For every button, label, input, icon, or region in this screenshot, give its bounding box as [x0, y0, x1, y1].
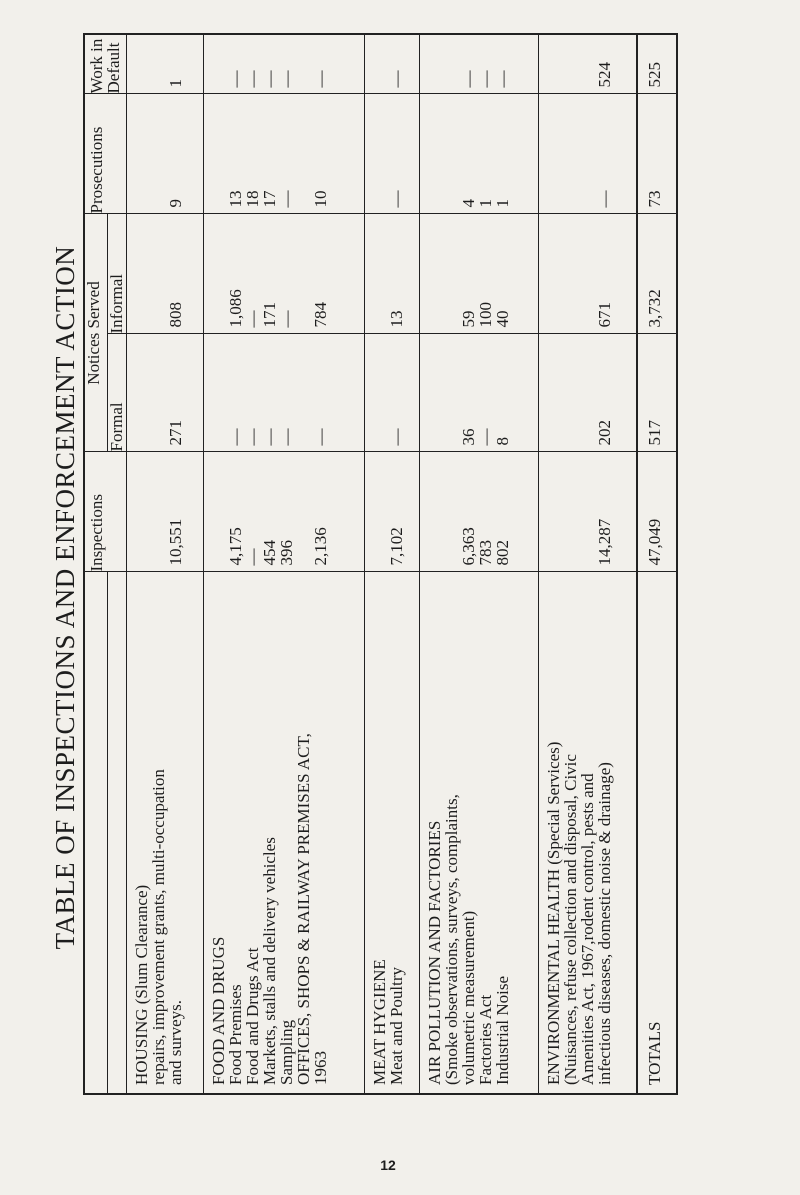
informal-notices-value: —	[242, 310, 262, 328]
inspections-value	[443, 453, 460, 572]
work-in-default-value: 524	[595, 61, 615, 88]
table-row	[364, 34, 420, 1094]
totals-inspections: 47,049	[645, 518, 664, 566]
inspections-value: 783	[476, 540, 496, 566]
header-notices-served: Notices Served	[84, 214, 108, 452]
category-line: MEAT HYGIENE	[369, 959, 389, 1085]
category-line: 1963	[310, 1051, 330, 1085]
totals-informal: 3,732	[645, 289, 664, 328]
category-line: Food Premises	[225, 984, 245, 1085]
formal-notices-value	[426, 335, 443, 452]
header-informal: Informal	[108, 214, 127, 334]
informal-notices-value	[426, 214, 443, 333]
informal-notices-value: —	[276, 310, 296, 328]
work-in-default-value	[562, 35, 579, 94]
prosecutions-value: 17	[259, 190, 279, 208]
page-number: 12	[380, 1157, 396, 1174]
category-line: Amenities Act, 1967,rodent control, pests and	[578, 773, 598, 1085]
informal-notices-value: 40	[493, 310, 513, 328]
formal-notices-value	[579, 335, 596, 452]
inspections-value: 14,287	[595, 518, 615, 566]
prosecutions-value: 18	[242, 190, 262, 208]
formal-notices-value: 8	[493, 437, 513, 446]
informal-notices-value: 13	[386, 310, 406, 328]
inspections-value: 2,136	[310, 527, 330, 566]
prosecutions-value	[562, 94, 579, 213]
informal-notices-value: 784	[310, 302, 330, 328]
prosecutions-value	[210, 94, 227, 213]
formal-notices-value: 36	[459, 428, 479, 446]
formal-notices-value	[443, 335, 460, 452]
category-line: ENVIRONMENTAL HEALTH (Special Services)	[544, 741, 564, 1085]
category-line: (Nuisances, refuse collection and disposal, Civic	[561, 754, 581, 1085]
prosecutions-value: 1	[476, 198, 496, 208]
category-line: and surveys.	[166, 1000, 185, 1085]
work-in-default-value: —	[459, 70, 479, 88]
totals-row	[637, 34, 677, 1094]
formal-notices-value	[210, 335, 227, 452]
informal-notices-value: 171	[259, 302, 279, 328]
informal-notices-value: 808	[166, 302, 185, 328]
prosecutions-value: 10	[310, 190, 330, 208]
inspections-value	[295, 453, 312, 572]
prosecutions-value: —	[595, 190, 615, 208]
inspections-value: 4,175	[225, 527, 245, 566]
informal-notices-value: 671	[595, 302, 615, 328]
table-body	[127, 34, 678, 1094]
work-in-default-value	[426, 35, 443, 94]
work-in-default-value: 1	[166, 78, 185, 88]
work-in-default-value	[443, 35, 460, 94]
inspections-value	[426, 453, 443, 572]
informal-notices-value	[295, 214, 312, 333]
category-line: Markets, stalls and delivery vehicles	[259, 837, 279, 1085]
category-line: Meat and Poultry	[386, 966, 406, 1085]
header-category-blank	[108, 572, 127, 1094]
inspections-value	[579, 453, 596, 572]
work-in-default-value	[295, 35, 312, 94]
category-line: volumetric measurement)	[459, 910, 479, 1085]
table-row	[203, 34, 364, 1094]
inspections-value: 10,551	[166, 518, 185, 566]
header-inspections: Inspections	[84, 452, 127, 572]
informal-notices-value	[579, 214, 596, 333]
informal-notices-value: 100	[476, 302, 496, 328]
informal-notices-value	[562, 214, 579, 333]
work-in-default-value: —	[242, 70, 262, 88]
prosecutions-value: —	[386, 190, 406, 208]
work-in-default-value: —	[259, 70, 279, 88]
inspections-value: 454	[259, 540, 279, 566]
prosecutions-value: —	[276, 190, 296, 208]
inspections-value: —	[242, 548, 262, 566]
totals-label: TOTALS	[645, 1021, 664, 1085]
header-work-in-default	[84, 34, 127, 94]
table-row	[127, 34, 204, 1094]
totals-formal: 517	[645, 420, 664, 446]
informal-notices-value: 1,086	[225, 289, 245, 328]
prosecutions-value: 1	[493, 198, 513, 208]
header-work-in-default-line1: Work in	[87, 38, 106, 94]
category-line: OFFICES, SHOPS & RAILWAY PREMISES ACT,	[293, 733, 313, 1085]
prosecutions-value: 13	[225, 190, 245, 208]
inspections-value	[545, 453, 562, 572]
page-title: TABLE OF INSPECTIONS AND ENFORCEMENT ACTION	[50, 245, 80, 950]
formal-notices-value: —	[242, 428, 262, 446]
category-line: Industrial Noise	[493, 975, 513, 1085]
header-category	[84, 572, 108, 1094]
inspections-value: 396	[276, 540, 296, 566]
formal-notices-value	[545, 335, 562, 452]
work-in-default-value: —	[476, 70, 496, 88]
category-line: Sampling	[276, 1019, 296, 1085]
prosecutions-value	[579, 94, 596, 213]
work-in-default-value: —	[276, 70, 296, 88]
category-line: Factories Act	[476, 994, 496, 1085]
prosecutions-value	[426, 94, 443, 213]
table-row	[420, 34, 539, 1094]
formal-notices-value	[562, 335, 579, 452]
work-in-default-value	[579, 35, 596, 94]
prosecutions-value	[545, 94, 562, 213]
category-line: Food and Drugs Act	[242, 947, 262, 1085]
formal-notices-value: —	[310, 428, 330, 446]
formal-notices-value: —	[276, 428, 296, 446]
inspections-value: 7,102	[386, 527, 406, 566]
formal-notices-value: 271	[166, 420, 185, 446]
header-prosecutions: Prosecutions	[84, 94, 127, 214]
category-line: (Smoke observations, surveys, complaints,	[442, 794, 462, 1085]
prosecutions-value: 4	[459, 198, 479, 208]
formal-notices-value: —	[386, 428, 406, 446]
inspections-value	[210, 453, 227, 572]
formal-notices-value: —	[225, 428, 245, 446]
category-line: HOUSING (Slum Clearance)	[132, 884, 151, 1085]
formal-notices-value: —	[259, 428, 279, 446]
formal-notices-value: —	[476, 428, 496, 446]
header-work-in-default-line2: Default	[104, 42, 123, 94]
category-line: FOOD AND DRUGS	[208, 936, 228, 1085]
work-in-default-value: —	[386, 70, 406, 88]
category-line: infectious diseases, domestic noise & drainage)	[595, 762, 615, 1085]
table-row	[539, 34, 637, 1094]
work-in-default-value	[210, 35, 227, 94]
inspections-value	[562, 453, 579, 572]
informal-notices-value	[210, 214, 227, 333]
work-in-default-value	[545, 35, 562, 94]
informal-notices-value	[443, 214, 460, 333]
inspections-table	[83, 33, 678, 1095]
prosecutions-value	[443, 94, 460, 213]
prosecutions-value: 9	[166, 198, 185, 208]
prosecutions-value	[295, 94, 312, 213]
work-in-default-value: —	[225, 70, 245, 88]
inspections-value: 6,363	[459, 527, 479, 566]
totals-work-in-default: 525	[645, 61, 664, 88]
header-formal: Formal	[108, 334, 127, 452]
totals-prosecutions: 73	[645, 190, 664, 208]
work-in-default-value: —	[310, 70, 330, 88]
formal-notices-value	[295, 335, 312, 452]
work-in-default-value: —	[493, 70, 513, 88]
category-line: repairs, improvement grants, multi-occupation	[149, 769, 168, 1085]
informal-notices-value: 59	[459, 310, 479, 328]
formal-notices-value: 202	[595, 420, 615, 446]
category-line: AIR POLLUTION AND FACTORIES	[425, 820, 445, 1085]
informal-notices-value	[545, 214, 562, 333]
inspections-value: 802	[493, 540, 513, 566]
